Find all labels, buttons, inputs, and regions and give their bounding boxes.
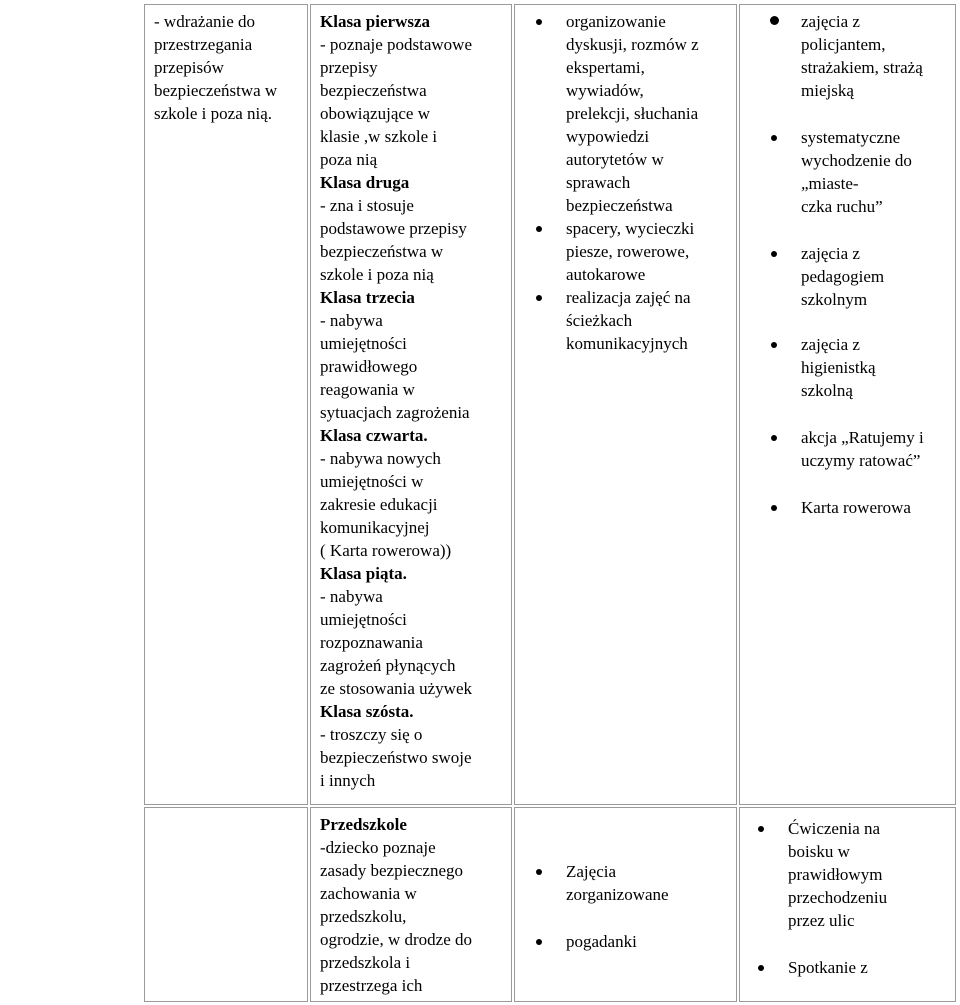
list-item-line <box>566 263 699 286</box>
preschool-methods-list <box>566 860 669 953</box>
bullet-icon <box>771 342 777 348</box>
bullet-icon <box>536 19 542 25</box>
list-item-text: Karta rowerowa <box>801 498 911 517</box>
text-line: przedszkolu, <box>320 907 407 926</box>
list-item-text: bezpieczeństwa <box>566 196 673 215</box>
list-item-line <box>801 288 924 311</box>
list-item-first-line <box>788 817 887 840</box>
methods-list <box>566 10 699 355</box>
bullet-icon <box>536 226 542 232</box>
class-outcomes-text <box>320 10 472 792</box>
list-item <box>801 426 924 472</box>
text-line: bezpieczeństwa w <box>154 81 278 100</box>
list-item-text: zorganizowane <box>566 885 669 904</box>
text-line: ze stosowania używek <box>320 679 473 698</box>
list-item-text: uczymy ratować” <box>801 451 921 470</box>
list-item-text: pogadanki <box>566 932 637 951</box>
text-line: - wdrażanie do <box>154 12 256 31</box>
list-item-first-line <box>566 10 699 33</box>
list-item-text: sprawach <box>566 173 631 192</box>
text-line: umiejętności w <box>320 472 424 491</box>
list-item-line <box>566 102 699 125</box>
bullet-icon <box>758 965 764 971</box>
class-heading: Klasa czwarta. <box>320 426 428 445</box>
text-line: umiejętności <box>320 334 407 353</box>
class-heading: Klasa trzecia <box>320 288 415 307</box>
text-line: zachowania w <box>320 884 417 903</box>
list-item-text: Zajęcia <box>566 862 617 881</box>
list-item-text: wypowiedzi <box>566 127 650 146</box>
list-item <box>566 10 699 217</box>
text-line: sytuacjach zagrożenia <box>320 403 470 422</box>
text-line: klasie ,w szkole i <box>320 127 438 146</box>
text-line: przepisy <box>320 58 378 77</box>
list-item-text: szkolną <box>801 381 853 400</box>
bullet-icon <box>536 295 542 301</box>
class-heading: Przedszkole <box>320 815 407 834</box>
class-heading: Klasa pierwsza <box>320 12 431 31</box>
text-line: bezpieczeństwo swoje <box>320 748 472 767</box>
text-line: szkole i poza nią. <box>154 104 273 123</box>
list-item-first-line <box>788 956 887 979</box>
list-item-text: boisku w <box>788 842 850 861</box>
list-item-text: spacery, wycieczki <box>566 219 695 238</box>
list-item-text: Spotkanie z <box>788 958 868 977</box>
list-item-line <box>566 240 699 263</box>
text-line: przepisów <box>154 58 224 77</box>
preschool-forms-list <box>788 817 887 979</box>
text-line: szkole i poza nią <box>320 265 434 284</box>
list-item-text: autokarowe <box>566 265 646 284</box>
list-item <box>801 333 924 402</box>
list-item-first-line <box>566 286 699 309</box>
class-heading: Klasa piąta. <box>320 564 407 583</box>
list-item-text: ekspertami, <box>566 58 645 77</box>
list-item-text: organizowanie <box>566 12 666 31</box>
list-item-text: ścieżkach <box>566 311 633 330</box>
list-item-line <box>566 194 699 217</box>
list-item-text: strażakiem, strażą <box>801 58 923 77</box>
list-item-text: prelekcji, słuchania <box>566 104 699 123</box>
list-item-line <box>566 309 699 332</box>
bullet-icon <box>536 869 542 875</box>
list-item-line <box>566 33 699 56</box>
list-item-first-line <box>801 333 924 356</box>
list-item-line <box>801 449 924 472</box>
bullet-icon <box>758 826 764 832</box>
text-line: zasady bezpiecznego <box>320 861 463 880</box>
list-item-text: piesze, rowerowe, <box>566 242 690 261</box>
bullet-icon <box>771 505 777 511</box>
list-item-text: miejską <box>801 81 854 100</box>
list-item-text: systematyczne <box>801 128 901 147</box>
list-item-line <box>801 265 924 288</box>
text-line: ( Karta rowerowa)) <box>320 541 452 560</box>
list-item <box>801 242 924 311</box>
text-line: rozpoznawania <box>320 633 423 652</box>
list-item-line <box>801 195 924 218</box>
text-line: - troszczy się o <box>320 725 423 744</box>
list-item-text: prawidłowym <box>788 865 883 884</box>
list-item-first-line <box>801 496 924 519</box>
text-line: - poznaje podstawowe <box>320 35 473 54</box>
text-line: reagowania w <box>320 380 415 399</box>
text-line: przedszkola i <box>320 953 411 972</box>
bullet-icon <box>771 251 777 257</box>
list-item-line <box>801 33 924 56</box>
list-item <box>801 10 924 102</box>
list-item-line <box>566 332 699 355</box>
list-item-first-line <box>566 860 669 883</box>
text-line: prawidłowego <box>320 357 418 376</box>
list-item-line <box>566 171 699 194</box>
text-line: -dziecko poznaje <box>320 838 436 857</box>
list-item <box>801 126 924 218</box>
list-item-text: zajęcia z <box>801 12 860 31</box>
list-item-text: autorytetów w <box>566 150 664 169</box>
text-line: umiejętności <box>320 610 407 629</box>
list-item-text: wywiadów, <box>566 81 644 100</box>
text-line: poza nią <box>320 150 378 169</box>
text-line: bezpieczeństwa <box>320 81 427 100</box>
text-line: - nabywa <box>320 587 383 606</box>
bullet-icon <box>770 16 779 25</box>
text-line: bezpieczeństwa w <box>320 242 444 261</box>
list-item-first-line <box>566 217 699 240</box>
list-item-text: dyskusji, rozmów z <box>566 35 699 54</box>
list-item-line <box>801 172 924 195</box>
list-item-line <box>801 149 924 172</box>
list-item-text: zajęcia z <box>801 335 860 354</box>
text-line: zakresie edukacji <box>320 495 438 514</box>
list-item-line <box>788 886 887 909</box>
text-line: - zna i stosuje <box>320 196 414 215</box>
list-item-line <box>566 56 699 79</box>
text-line: zagrożeń płynących <box>320 656 456 675</box>
list-item-text: zajęcia z <box>801 244 860 263</box>
list-item-text: akcja „Ratujemy i <box>801 428 924 447</box>
list-item-text: policjantem, <box>801 35 886 54</box>
class-heading: Klasa druga <box>320 173 410 192</box>
table-cell-r2-goal <box>144 807 308 1002</box>
list-item-line <box>788 863 887 886</box>
list-item <box>788 817 887 932</box>
list-item-first-line <box>801 426 924 449</box>
list-item-line <box>566 79 699 102</box>
class-heading: Klasa szósta. <box>320 702 414 721</box>
list-item-line <box>566 125 699 148</box>
text-line: przestrzega ich <box>320 976 423 995</box>
forms-list <box>801 10 924 519</box>
list-item <box>566 930 669 953</box>
bullet-icon <box>771 435 777 441</box>
list-item-line <box>801 379 924 402</box>
list-item-text: higienistką <box>801 358 876 377</box>
list-item-text: czka ruchu” <box>801 197 883 216</box>
text-line: obowiązujące w <box>320 104 430 123</box>
list-item-line <box>566 883 669 906</box>
list-item <box>801 496 924 519</box>
list-item-first-line <box>801 126 924 149</box>
list-item-text: szkolnym <box>801 290 868 309</box>
list-item-text: przechodzeniu <box>788 888 888 907</box>
list-item-text: realizacja zajęć na <box>566 288 691 307</box>
list-item-text: przez ulic <box>788 911 855 930</box>
list-item <box>566 217 699 286</box>
bullet-icon <box>536 939 542 945</box>
text-line: i innych <box>320 771 376 790</box>
list-item <box>788 956 887 979</box>
list-item-line <box>801 356 924 379</box>
bullet-icon <box>771 135 777 141</box>
list-item-line <box>788 909 887 932</box>
list-item-line <box>801 79 924 102</box>
list-item <box>566 286 699 355</box>
text-line: - nabywa <box>320 311 383 330</box>
list-item-text: Ćwiczenia na <box>788 819 881 838</box>
list-item-line <box>788 840 887 863</box>
goal-text <box>154 10 277 125</box>
list-item <box>566 860 669 906</box>
text-line: - nabywa nowych <box>320 449 441 468</box>
list-item-text: komunikacyjnych <box>566 334 688 353</box>
list-item-text: wychodzenie do <box>801 151 912 170</box>
text-line: przestrzegania <box>154 35 253 54</box>
list-item-line <box>566 148 699 171</box>
list-item-line <box>801 56 924 79</box>
text-line: podstawowe przepisy <box>320 219 467 238</box>
list-item-first-line <box>801 242 924 265</box>
text-line: komunikacyjnej <box>320 518 430 537</box>
list-item-first-line <box>566 930 669 953</box>
preschool-outcomes-text <box>320 813 472 997</box>
list-item-text: „miaste- <box>801 174 859 193</box>
list-item-text: pedagogiem <box>801 267 885 286</box>
text-line: ogrodzie, w drodze do <box>320 930 473 949</box>
list-item-first-line <box>801 10 924 33</box>
